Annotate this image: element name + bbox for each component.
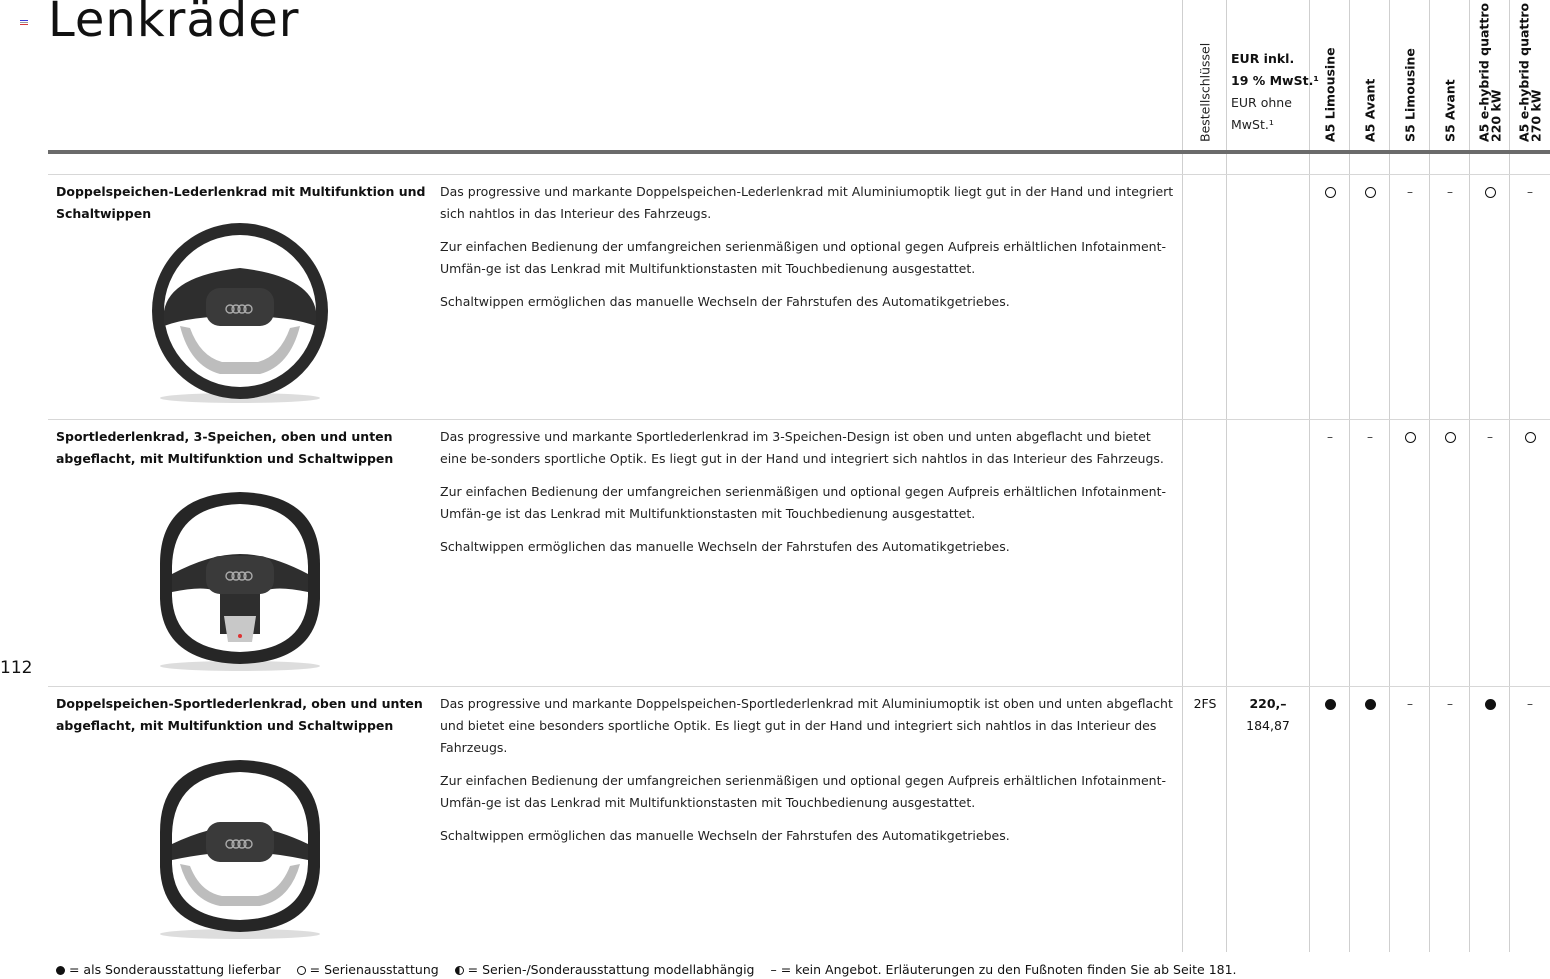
desc-paragraph: Schaltwippen ermöglichen das manuelle Wechseln der Fahrstufen des Automatikgetriebes.: [440, 294, 1010, 309]
dash-mark: –: [1527, 697, 1533, 711]
desc-paragraph: Zur einfachen Bedienung der umfangreichen serienmäßigen und optional gegen Aufpreis erhältlichen Infotainment-Umfän-ge ist das Lenkrad mit Multifunktionstasten mit Touchbedienung ausgestattet.: [440, 239, 1167, 276]
model-label: S5 Avant: [1442, 79, 1458, 142]
column-header-model: [1390, 0, 1430, 148]
availability-cell: [1350, 426, 1390, 448]
availability-cell: [1310, 693, 1350, 715]
row-title: Doppelspeichen-Sportlederlenkrad, oben und unten abgeflacht, mit Multifunktion und Schaltwippen: [56, 696, 423, 733]
legend-half: = Serien-/Sonderausstattung modellabhängig: [467, 962, 755, 977]
legend-dash-symbol: –: [770, 962, 777, 977]
steering-wheel-double-spoke-sport-icon: [140, 752, 340, 942]
open-circle-icon: [297, 966, 306, 975]
row-divider: [48, 174, 1550, 175]
availability-cell: [1510, 181, 1550, 203]
availability-cell: [1310, 426, 1350, 448]
availability-cell: [1390, 181, 1430, 203]
availability-cell: [1350, 181, 1390, 203]
legend-open: = Serienausstattung: [309, 962, 439, 977]
model-sublabel: 270 kW: [1528, 89, 1544, 142]
dash-mark: –: [1527, 185, 1533, 199]
dash-mark: –: [1407, 697, 1413, 711]
model-label: A5 e-hybrid quattro: [1516, 2, 1532, 142]
row-description: [440, 426, 1180, 569]
column-header-price: [1231, 48, 1319, 136]
dash-mark: –: [1447, 697, 1453, 711]
model-sublabel: 220 kW: [1488, 89, 1504, 142]
price-incl-label-2: 19 % MwSt.¹: [1231, 73, 1319, 88]
menu-icon[interactable]: [20, 20, 28, 26]
legend: [56, 961, 1237, 979]
column-header-code-label: Bestellschlüssel: [1197, 42, 1213, 142]
availability-cell: [1470, 426, 1510, 448]
filled-circle-icon: [56, 966, 65, 975]
header-rule: [48, 150, 1550, 154]
row-title: Doppelspeichen-Lederlenkrad mit Multifunktion und Schaltwippen: [56, 184, 426, 221]
price-incl-label-1: EUR inkl.: [1231, 51, 1295, 66]
steering-wheel-three-spoke-icon: [140, 484, 340, 674]
availability-cell: [1430, 693, 1470, 715]
model-label: A5 Avant: [1362, 78, 1378, 142]
availability-cell: [1470, 181, 1510, 203]
dash-mark: –: [1487, 430, 1493, 444]
availability-cell: [1390, 693, 1430, 715]
desc-paragraph: Das progressive und markante Doppelspeichen-Lederlenkrad mit Aluminiumoptik liegt gut in der Hand und integriert sich nahtlos in das Interieur des Fahrzeugs.: [440, 184, 1174, 221]
dash-mark: –: [1447, 185, 1453, 199]
column-header-model: [1510, 0, 1550, 148]
order-code: 2FS: [1193, 696, 1217, 711]
half-circle-icon: [455, 966, 464, 975]
dash-mark: –: [1407, 185, 1413, 199]
availability-cell: [1430, 181, 1470, 203]
row-description: [440, 693, 1180, 858]
desc-paragraph: Das progressive und markante Sportlederlenkrad im 3-Speichen-Design ist oben und unten abgeflacht und bietet eine be-sonders sportliche Optik. Es liegt gut in der Hand und integriert sich nahtlos in das Interieur des Fahrzeugs.: [440, 429, 1164, 466]
price-excl-label-2: MwSt.¹: [1231, 117, 1274, 132]
price-excl-label-1: EUR ohne: [1231, 95, 1292, 110]
availability-cell: [1350, 693, 1390, 715]
price-incl: 220,–: [1249, 696, 1287, 711]
availability-cell: [1510, 426, 1550, 448]
column-header-code: [1183, 0, 1227, 148]
availability-cell: [1430, 426, 1470, 448]
column-header-model: [1350, 0, 1390, 148]
column-header-model: [1430, 0, 1470, 148]
model-label: A5 e-hybrid quattro: [1476, 2, 1492, 142]
availability-cell: [1470, 693, 1510, 715]
desc-paragraph: Zur einfachen Bedienung der umfangreichen serienmäßigen und optional gegen Aufpreis erhältlichen Infotainment-Umfän-ge ist das Lenkrad mit Multifunktionstasten mit Touchbedienung ausgestattet.: [440, 484, 1167, 521]
desc-paragraph: Das progressive und markante Doppelspeichen-Sportlederlenkrad mit Aluminiumoptik ist oben und unten abgeflacht und bietet eine besonders sportliche Optik. Es liegt gut in der Hand und integriert sich nahtlos in das Interieur des Fahrzeugs.: [440, 696, 1173, 755]
row-title: Sportlederlenkrad, 3-Speichen, oben und unten abgeflacht, mit Multifunktion und Schaltwippen: [56, 429, 394, 466]
price-excl: 184,87: [1246, 718, 1290, 733]
dash-mark: –: [1367, 430, 1373, 444]
desc-paragraph: Zur einfachen Bedienung der umfangreichen serienmäßigen und optional gegen Aufpreis erhältlichen Infotainment-Umfän-ge ist das Lenkrad mit Multifunktionstasten mit Touchbedienung ausgestattet.: [440, 773, 1167, 810]
desc-paragraph: Schaltwippen ermöglichen das manuelle Wechseln der Fahrstufen des Automatikgetriebes.: [440, 539, 1010, 554]
page-title: Lenkräder: [48, 0, 300, 48]
column-header-model: [1470, 0, 1510, 148]
model-label: A5 Limousine: [1322, 47, 1338, 142]
dash-mark: –: [1327, 430, 1333, 444]
column-header-model: [1310, 0, 1350, 148]
row-description: [440, 181, 1180, 324]
price-cell: [1227, 693, 1309, 737]
model-label: S5 Limousine: [1402, 48, 1418, 142]
row-divider: [48, 419, 1550, 420]
steering-wheel-double-spoke-icon: [140, 216, 340, 406]
desc-paragraph: Schaltwippen ermöglichen das manuelle Wechseln der Fahrstufen des Automatikgetriebes.: [440, 828, 1010, 843]
availability-cell: [1390, 426, 1430, 448]
legend-full: = als Sonderausstattung lieferbar: [68, 962, 281, 977]
row-divider: [48, 686, 1550, 687]
legend-dash: = kein Angebot. Erläuterungen zu den Fußnoten finden Sie ab Seite 181.: [780, 962, 1237, 977]
availability-cell: [1310, 181, 1350, 203]
availability-cell: [1510, 693, 1550, 715]
page-number: 112: [0, 658, 33, 678]
